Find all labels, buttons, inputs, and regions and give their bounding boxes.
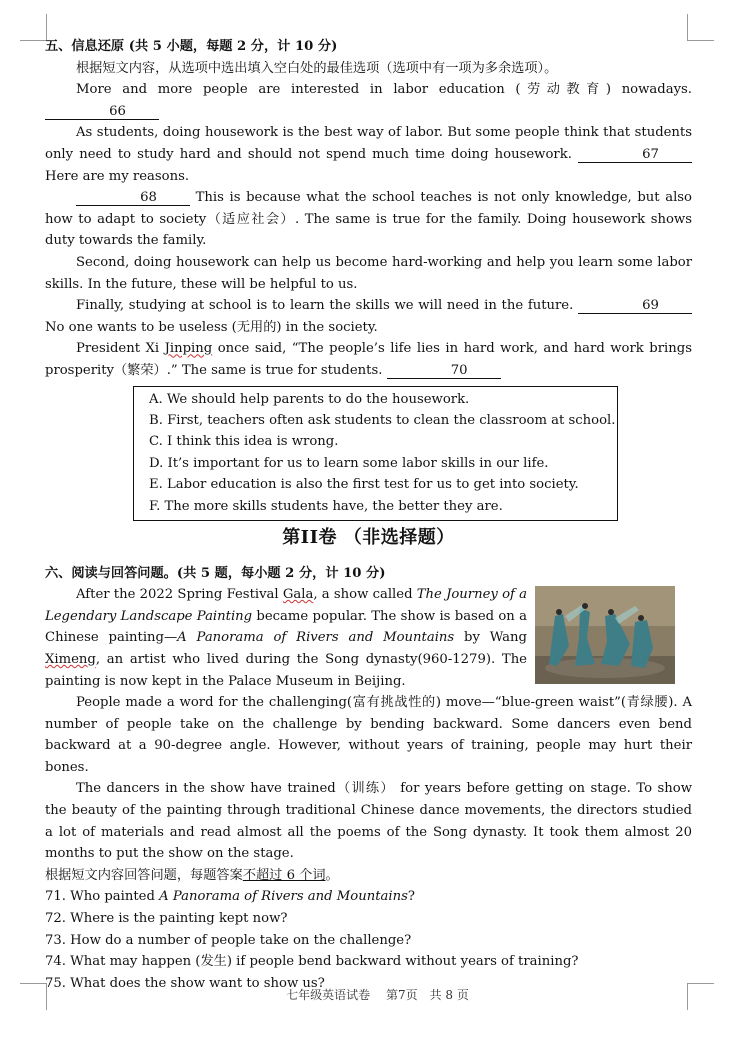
- option-a: A. We should help parents to do the housework.: [149, 391, 470, 407]
- section6-para1: After the 2022 Spring Festival Gala, a show called The Journey of a Legendary Landscape Painting became popular. The show is based on a Chinese painting—A Panorama of Rivers and Mountains by Wang Ximeng, an artist who lived during the Song dynasty(960-1279). The painting is now kept in the Palace Museum in Beijing.: [45, 587, 527, 689]
- section5-para2: As students, doing housework is the best way of labor. But some people think that students only need to study hard and should not spend much time doing housework. 67 Here are my reasons.: [45, 125, 692, 184]
- volume-title: 第II卷 （非选择题）: [282, 526, 455, 548]
- blank-66: 66: [45, 104, 159, 120]
- question-73: 73. How do a number of people take on the challenge?: [45, 932, 412, 948]
- options-box: [133, 386, 618, 521]
- section6-instruction: 根据短文内容回答问题，每题答案不超过 6 个词。: [45, 867, 339, 883]
- section5-heading: 五、信息还原 (共 5 小题，每题 2 分，计 10 分): [45, 39, 338, 54]
- exam-page: [45, 36, 692, 994]
- section5-para3: 68 This is because what the school teaches is not only knowledge, but also how to adapt to society（适应社会）. The same is true for the family. Doing housework shows duty towards the family.: [45, 190, 692, 249]
- blank-70: 70: [387, 363, 501, 379]
- question-75: 75. What does the show want to show us?: [45, 975, 325, 991]
- page-footer: 七年级英语试卷 第7页 共 8 页: [286, 988, 469, 1002]
- blank-68: 68: [76, 190, 190, 206]
- section5-para1: More and more people are interested in labor education (劳动教育) nowadays. 66: [45, 79, 692, 122]
- section5-para4: Second, doing housework can help us become hard-working and help you learn some labor skills. In the future, these will be helpful to us.: [45, 254, 692, 292]
- question-72: 72. Where is the painting kept now?: [45, 911, 288, 927]
- section6-para2: People made a word for the challenging(富有挑战性的) move—“blue-green waist”(青绿腰). A number of people take on the challenge by bending backward. Some dancers even bend backward at a 90-degree angle. However, without years of training, people may hurt their bones.: [45, 695, 692, 775]
- question-74: 74. What may happen (发生) if people bend backward without years of training?: [45, 954, 579, 970]
- blank-67: 67: [578, 147, 692, 163]
- option-b: B. First, teachers often ask students to clean the classroom at school.: [149, 412, 616, 428]
- section5-para6: President Xi Jinping once said, “The people’s life lies in hard work, and hard work brings prosperity（繁荣）.” The same is true for students. 70: [45, 341, 692, 378]
- section5-instruction: 根据短文内容，从选项中选出填入空白处的最佳选项（选项中有一项为多余选项）。: [76, 60, 558, 76]
- option-d: D. It’s important for us to learn some labor skills in our life.: [149, 455, 549, 471]
- option-e: E. Labor education is also the first test for us to get into society.: [149, 477, 579, 493]
- option-c: C. I think this idea is wrong.: [149, 434, 339, 450]
- question-71: 71. Who painted A Panorama of Rivers and Mountains?: [45, 889, 415, 905]
- section5-para5: Finally, studying at school is to learn the skills we will need in the future. 69 No one wants to be useless (无用的) in the society.: [45, 295, 692, 338]
- option-f: F. The more skills students have, the better they are.: [149, 498, 503, 514]
- dancers-photo: [535, 586, 675, 684]
- section6-para3: The dancers in the show have trained（训练） for years before getting on stage. To show the beauty of the painting through traditional Chinese dance movements, the directors studied a lot of materials and read almost all the poems of the Song dynasty. It took them almost 20 months to put the show on the stage.: [45, 781, 692, 862]
- blank-69: 69: [578, 298, 692, 314]
- section6-heading: 六、阅读与回答问题。(共 5 题，每小题 2 分，计 10 分): [45, 565, 386, 581]
- crop-mark-top-left: [20, 14, 47, 41]
